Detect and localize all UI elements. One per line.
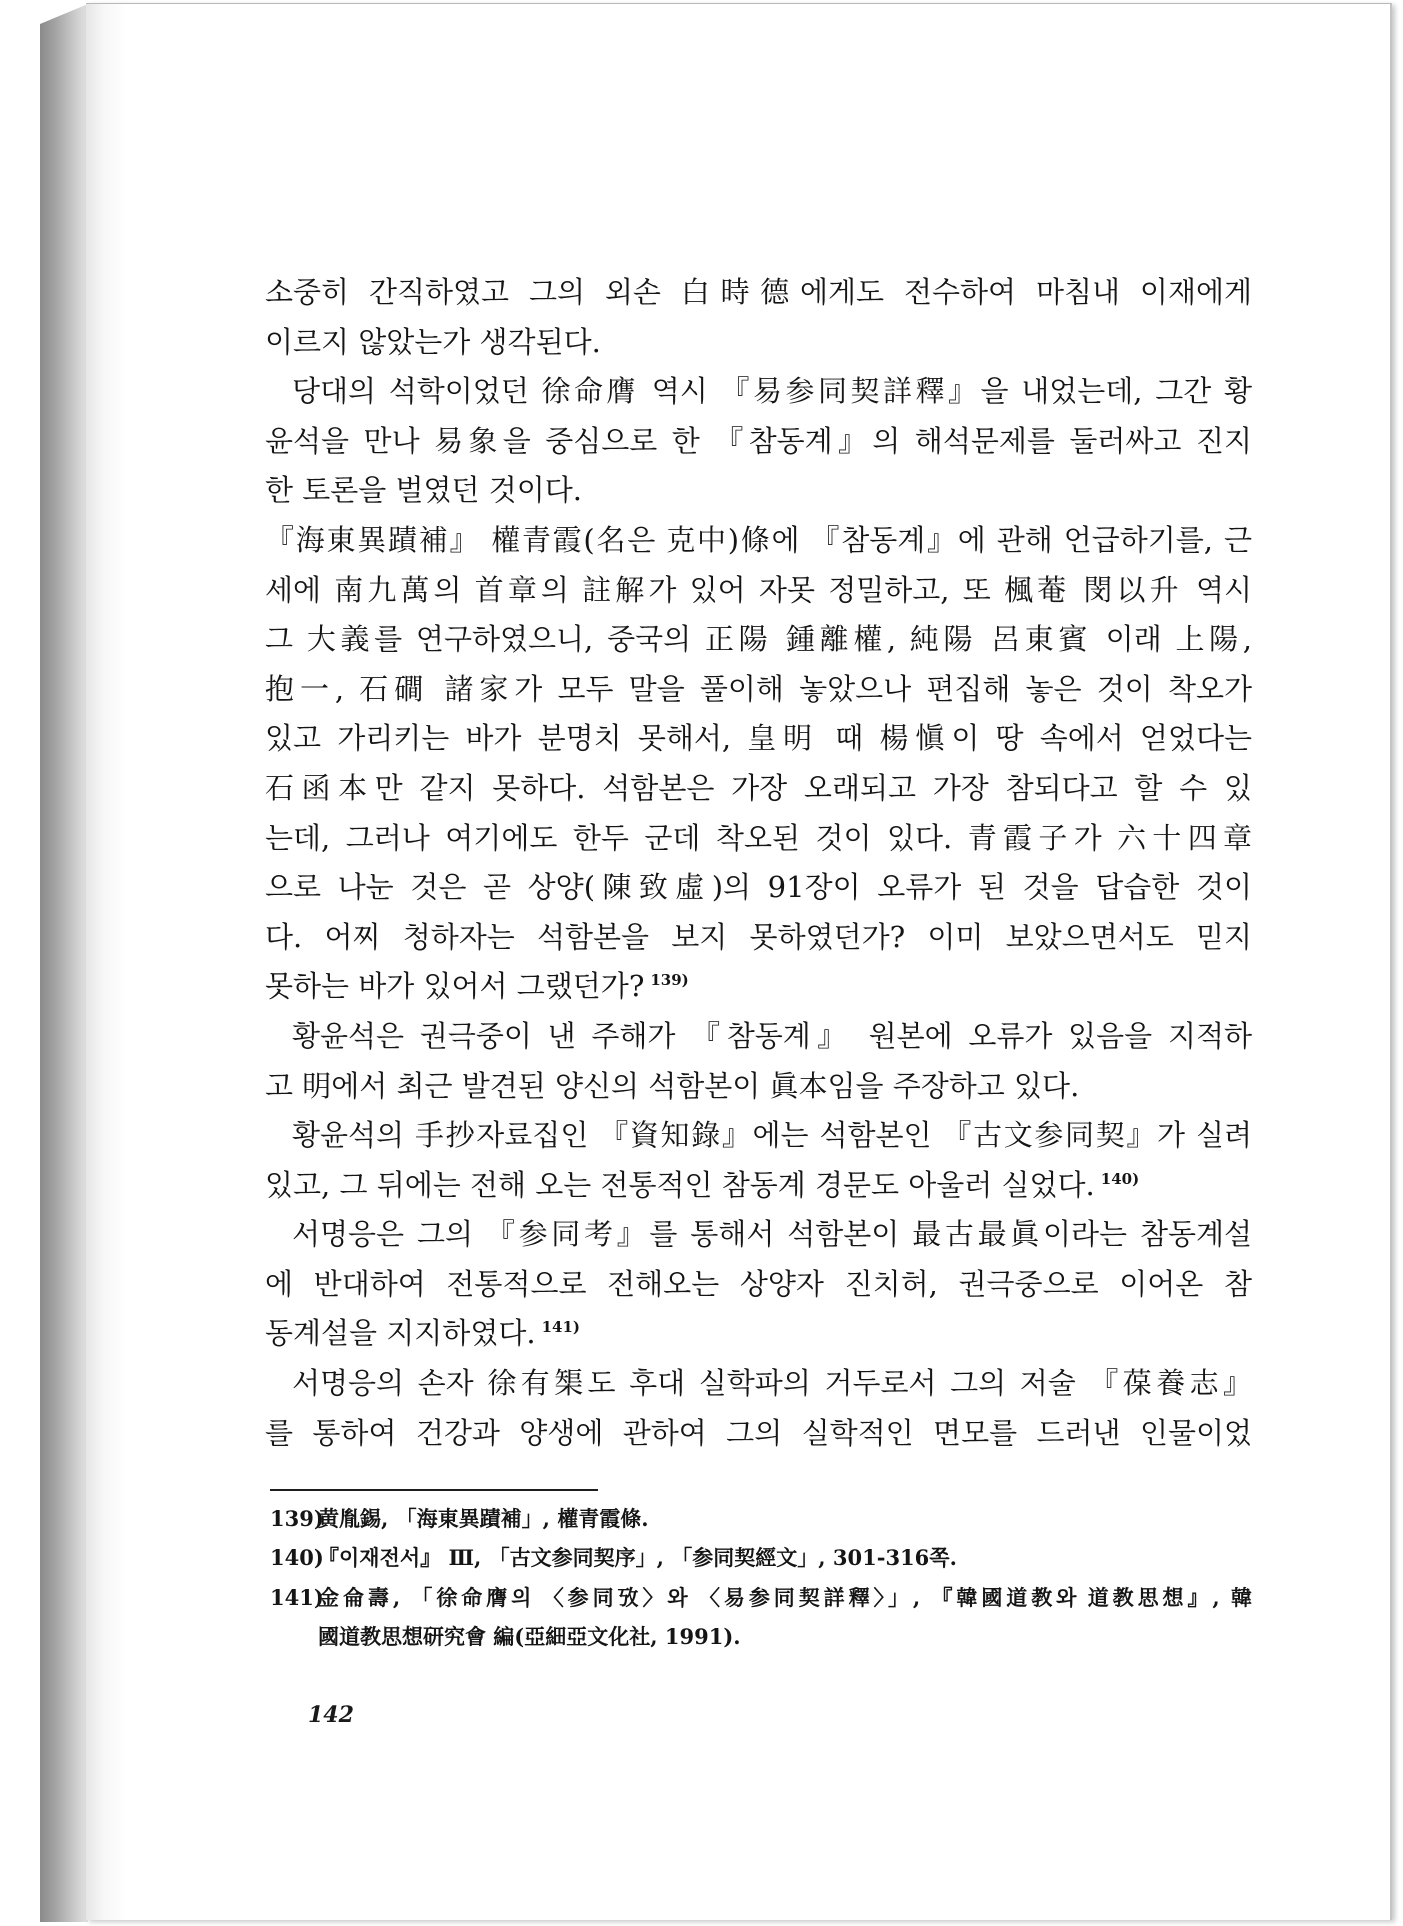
paragraph bbox=[265, 1012, 1252, 1111]
text-line: 를 통하여 건강과 양생에 관하여 그의 실학적인 면모를 드러낸 인물이었 bbox=[265, 1415, 1252, 1450]
text-line: 세에 南九萬의 首章의 註解가 있어 자못 정밀하고, 또 楓菴 閔以升 역시 bbox=[265, 572, 1252, 607]
footnote-number: 139) bbox=[270, 1506, 324, 1531]
text-line: 윤석을 만나 易象을 중심으로 한 『참동계』의 해석문제를 둘러싸고 진지 bbox=[265, 423, 1252, 458]
footnote-line: 『이재전서』 Ⅲ, 「古文参同契序」, 「参同契經文」, 301-316쪽. bbox=[318, 1545, 957, 1571]
footnote-ref: 139) bbox=[650, 971, 689, 990]
text-line: 한 토론을 벌였던 것이다. bbox=[265, 473, 583, 508]
text-line: 이르지 않았는가 생각된다. bbox=[265, 324, 601, 359]
footnote-140 bbox=[270, 1538, 1252, 1577]
text-line-content: 동계설을 지지하였다. bbox=[265, 1316, 536, 1351]
text-line: 다. 어찌 청하자는 석함본을 보지 못하였던가? 이미 보았으면서도 믿지 bbox=[265, 919, 1252, 954]
footnote-line: 金侖壽, 「徐命膺의 〈参同攷〉와 〈易参同契詳釋〉」, 『韓國道教와 道教思想』, 韓 bbox=[318, 1584, 1252, 1610]
paragraph bbox=[265, 516, 1252, 1012]
text-line: 서명응은 그의 『参同考』를 통해서 석함본이 最古最眞이라는 참동계설 bbox=[292, 1217, 1252, 1252]
footnote-body bbox=[318, 1578, 1252, 1657]
paragraph bbox=[265, 1359, 1252, 1458]
footnote-line: 黄胤錫, 「海東異蹟補」, 權青霞條. bbox=[318, 1506, 649, 1531]
footnote-line: 國道教思想研究會 編(亞細亞文化社, 1991). bbox=[318, 1623, 741, 1649]
footnote-body bbox=[318, 1538, 1252, 1577]
text-line: 石函本만 같지 못하다. 석함본은 가장 오래되고 가장 참되다고 할 수 있 bbox=[265, 770, 1252, 805]
text-line-content: 못하는 바가 있어서 그랬던가? bbox=[265, 969, 645, 1004]
text-line bbox=[265, 1161, 1252, 1211]
text-line-content: 있고, 그 뒤에는 전해 오는 전통적인 참동계 경문도 아울러 실었다. bbox=[265, 1167, 1095, 1202]
paragraph bbox=[265, 367, 1252, 516]
text-line: 당대의 석학이었던 徐命膺 역시 『易参同契詳釋』을 내었는데, 그간 황 bbox=[292, 374, 1252, 409]
page-number: 142 bbox=[308, 1702, 354, 1728]
body-text bbox=[265, 268, 1252, 1458]
text-line: 황윤석은 권극중이 낸 주해가 『참동계』 원본에 오류가 있음을 지적하 bbox=[292, 1018, 1252, 1053]
text-line: 抱一, 石磵 諸家가 모두 말을 풀이해 놓았으나 편집해 놓은 것이 착오가 bbox=[265, 671, 1252, 706]
footnote-number: 141) bbox=[270, 1584, 324, 1610]
footnote-ref: 140) bbox=[1100, 1169, 1140, 1188]
footnotes bbox=[270, 1499, 1252, 1656]
text-line: 에 반대하여 전통적으로 전해오는 상양자 진치허, 권극중으로 이어온 참 bbox=[265, 1266, 1252, 1301]
text-line: 는데, 그러나 여기에도 한두 군데 착오된 것이 있다. 青霞子가 六十四章 bbox=[265, 820, 1252, 855]
footnote-141 bbox=[270, 1578, 1252, 1657]
text-line: 고 明에서 최근 발견된 양신의 석함본이 眞本임을 주장하고 있다. bbox=[265, 1068, 1080, 1103]
text-line: 그 大義를 연구하였으니, 중국의 正陽 鍾離權, 純陽 呂東賓 이래 上陽, bbox=[265, 622, 1252, 657]
text-line: 서명응의 손자 徐有榘도 후대 실학파의 거두로서 그의 저술 『葆養志』 bbox=[292, 1366, 1252, 1401]
paragraph bbox=[265, 1111, 1252, 1210]
book-spine bbox=[40, 4, 88, 1922]
footnote-rule bbox=[270, 1489, 598, 1491]
text-line: 황윤석의 手抄자료집인 『資知錄』에는 석함본인 『古文参同契』가 실려 bbox=[292, 1118, 1252, 1153]
text-line bbox=[265, 962, 1252, 1012]
paragraph bbox=[265, 1210, 1252, 1359]
footnote-body bbox=[318, 1499, 1252, 1538]
footnote-ref: 141) bbox=[541, 1318, 580, 1337]
text-line bbox=[265, 1309, 1252, 1359]
text-line: 으로 나눈 것은 곧 상양(陳致虛)의 91장이 오류가 된 것을 답습한 것이 bbox=[265, 870, 1252, 905]
text-line: 『海東異蹟補』 權青霞(名은 克中)條에 『참동계』에 관해 언급하기를, 근 bbox=[265, 522, 1252, 557]
footnote-139 bbox=[270, 1499, 1252, 1538]
footnote-number: 140) bbox=[270, 1545, 324, 1571]
paragraph bbox=[265, 268, 1252, 367]
text-line: 소중히 간직하였고 그의 외손 白時德에게도 전수하여 마침내 이재에게 bbox=[265, 275, 1252, 309]
text-line: 있고 가리키는 바가 분명치 못해서, 皇明 때 楊愼이 땅 속에서 얻었다는 bbox=[265, 721, 1252, 756]
